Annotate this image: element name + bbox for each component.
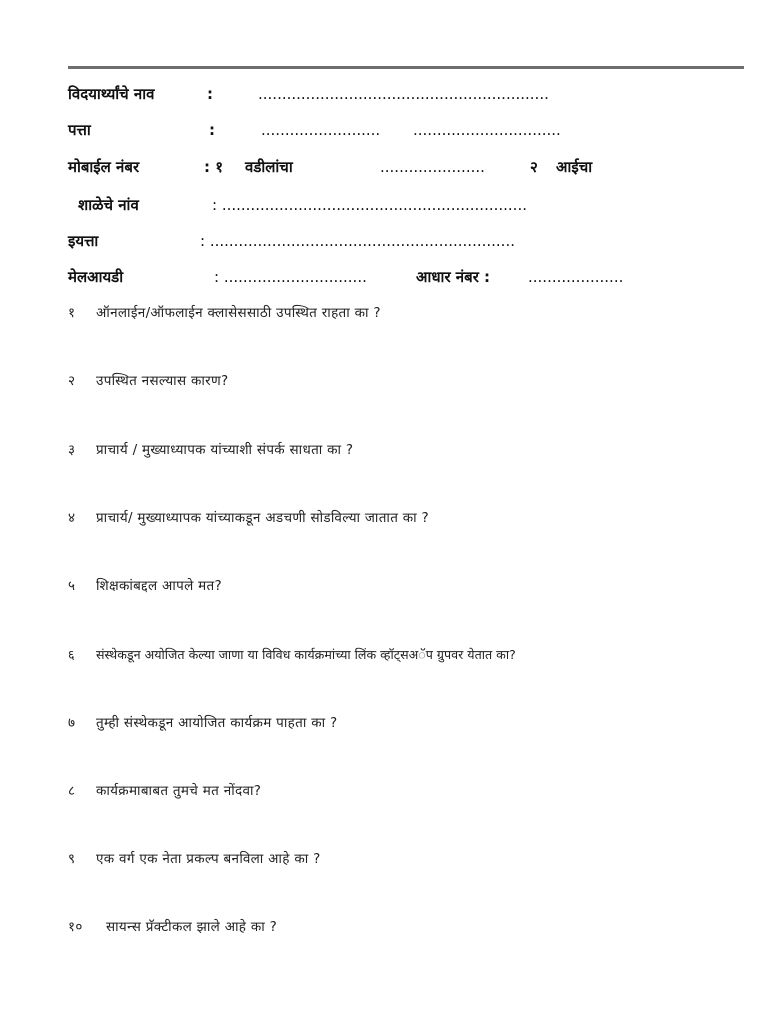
school-label: शाळेचे नांव xyxy=(78,196,139,214)
mobile-father-label: वडीलांचा xyxy=(245,158,293,176)
question-6 xyxy=(68,645,516,665)
question-number: १० xyxy=(68,919,83,935)
question-8 xyxy=(68,781,261,801)
aadhar-label: आधार नंबर : xyxy=(416,268,491,286)
question-number: ५ xyxy=(68,578,76,594)
question-text: उपस्थित नसल्यास कारण? xyxy=(96,373,229,389)
question-number: १ xyxy=(68,305,76,321)
email-blank[interactable]: : .............................. xyxy=(214,268,367,286)
question-7 xyxy=(68,713,337,733)
address-colon: : xyxy=(209,121,215,139)
email-label: मेलआयडी xyxy=(68,268,124,286)
question-number: २ xyxy=(68,373,76,389)
question-9 xyxy=(68,849,321,869)
mobile-num2: २ xyxy=(530,158,538,176)
question-text: सायन्स प्रॅक्टीकल झाले आहे का ? xyxy=(106,919,278,935)
student-name-label: विदयार्थ्यांचे नाव xyxy=(68,85,155,103)
question-text: प्राचार्य/ मुख्याध्यापक यांच्याकडून अडचणी सोडविल्या जातात का ? xyxy=(96,510,430,526)
question-text: शिक्षकांबद्दल आपले मत? xyxy=(96,578,222,594)
address-blank-2[interactable]: ............................... xyxy=(413,121,561,139)
aadhar-blank[interactable]: .................... xyxy=(528,268,624,286)
question-number: ७ xyxy=(68,715,76,731)
question-text: ऑनलाईन/ऑफलाईन क्लासेससाठी उपस्थित राहता का ? xyxy=(96,305,381,321)
student-name-blank[interactable]: ............................................................. xyxy=(258,85,549,103)
mobile-colon-num1: : १ xyxy=(204,158,224,176)
question-number: ८ xyxy=(68,783,76,799)
standard-label: इयत्ता xyxy=(68,232,99,250)
student-name-colon: : xyxy=(207,85,213,103)
question-text: तुम्ही संस्थेकडून आयोजित कार्यक्रम पाहता का ? xyxy=(96,715,338,731)
address-label: पत्ता xyxy=(68,121,91,139)
question-3 xyxy=(68,440,353,460)
question-10 xyxy=(68,917,277,937)
question-2 xyxy=(68,371,229,391)
question-number: ४ xyxy=(68,510,76,526)
question-number: ९ xyxy=(68,851,76,867)
mobile-father-blank[interactable]: ...................... xyxy=(380,158,485,176)
address-blank-1[interactable]: ......................... xyxy=(261,121,381,139)
top-horizontal-rule xyxy=(68,66,744,69)
mobile-label: मोबाईल नंबर xyxy=(68,158,140,176)
question-text: एक वर्ग एक नेता प्रकल्प बनविला आहे का ? xyxy=(96,851,321,867)
question-number: ३ xyxy=(68,442,76,458)
question-4 xyxy=(68,508,429,528)
question-1 xyxy=(68,303,381,323)
question-text: संस्थेकडून अयोजित केल्या जाणा या विविध कार्यक्रमांच्या लिंक व्हॉट्सअॅप ग्रुपवर येतात का? xyxy=(96,647,516,662)
mobile-mother-label: आईचा xyxy=(556,158,593,176)
question-number: ६ xyxy=(68,647,75,662)
standard-blank[interactable]: : ................................................................ xyxy=(200,232,515,250)
question-text: प्राचार्य / मुख्याध्यापक यांच्याशी संपर्क साधता का ? xyxy=(96,442,354,458)
question-5 xyxy=(68,576,222,596)
school-blank[interactable]: : ................................................................ xyxy=(212,196,527,214)
question-text: कार्यक्रमाबाबत तुमचे मत नोंदवा? xyxy=(96,783,262,799)
